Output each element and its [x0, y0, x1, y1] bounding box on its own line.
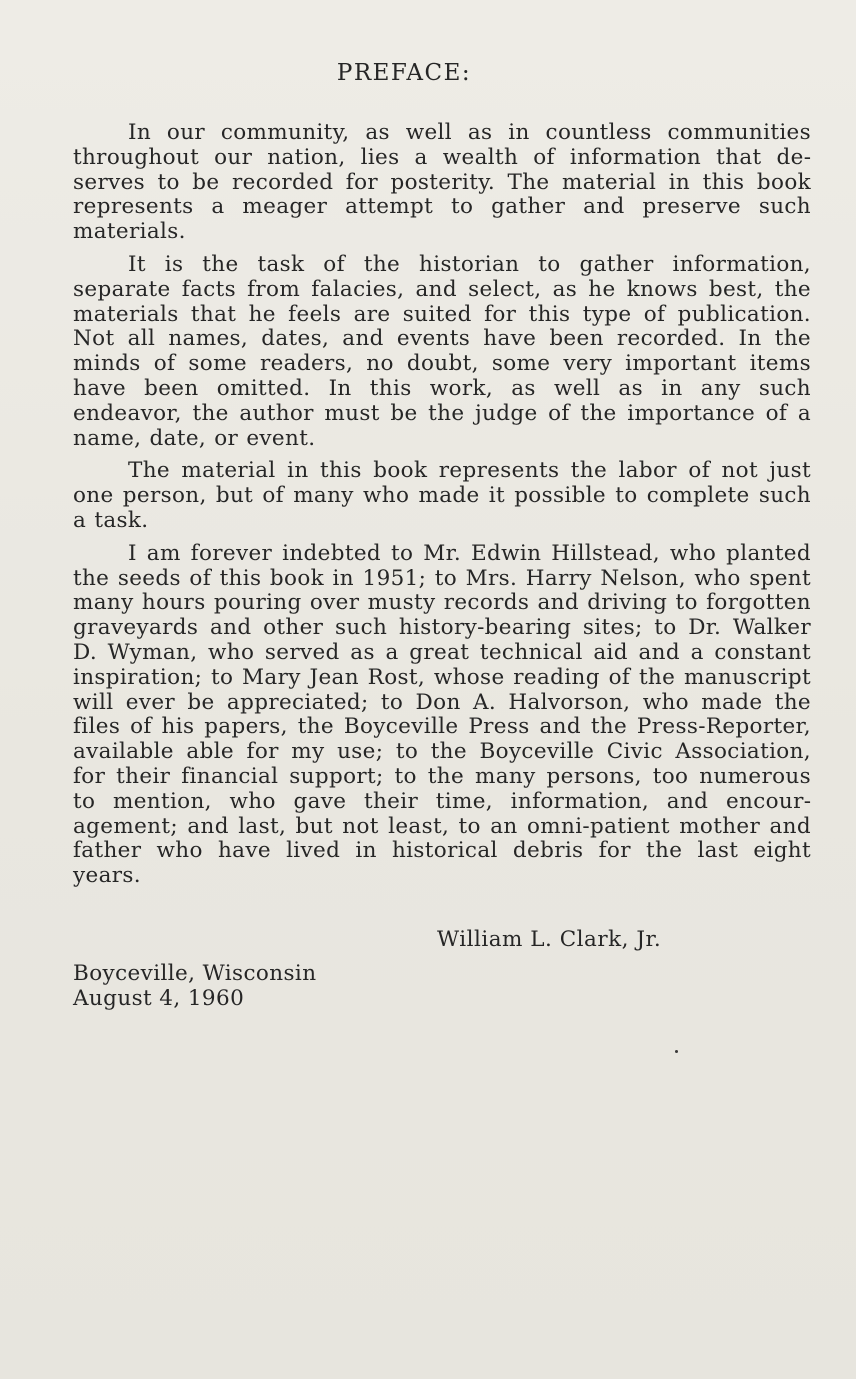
ink-speck [675, 1050, 678, 1053]
paragraph-3: The material in this book represents the labor of not just one person, but of many who made it possible to complete such a task. [73, 458, 811, 533]
place-and-date [73, 961, 316, 1011]
paragraph-4: I am forever indebted to Mr. Edwin Hillstead, who planted the seeds of this book in 1951; to Mrs. Harry Nelson, who spent many hours pouring over musty records and driving to forgotten graveyards and other such history-bearing sites; to Dr. Walker D. Wyman, who served as a great technical aid and a constant inspiration; to Mary Jean Rost, whose reading of the manuscript will ever be appreciated; to Don A. Halvorson, who made the files of his papers, the Boyceville Press and the Press-Reporter, available able for my use; to the Boyceville Civic Association, for their financial support; to the many persons, too numerous to mention, who gave their time, information, and encouragement; and last, but not least, to an omni-patient mother and father who have lived in historical debris for the last eight years. [73, 540, 811, 889]
place-line: Boyceville, Wisconsin [73, 961, 317, 986]
page-title: PREFACE: [336, 60, 472, 86]
paragraph-2: It is the task of the historian to gather information, separate facts from falacies, and select, as he knows best, the materials that he feels are suited for this type of publication. Not all names, dates, and events have been recorded. In the minds of some readers, no doubt, some very important items have been omitted. In this work, as well as in any such endeavor, the author must be the judge of the importance of a name, date, or event. [73, 251, 811, 451]
preface-body [73, 121, 811, 897]
paragraph-1: In our community, as well as in countless communities throughout our nation, lies a wealth of information that deserves to be recorded for posterity. The material in this book represents a meager attempt to gather and preserve such materials. [73, 120, 811, 245]
author-signature: William L. Clark, Jr. [437, 927, 662, 952]
date-line: August 4, 1960 [73, 986, 245, 1011]
